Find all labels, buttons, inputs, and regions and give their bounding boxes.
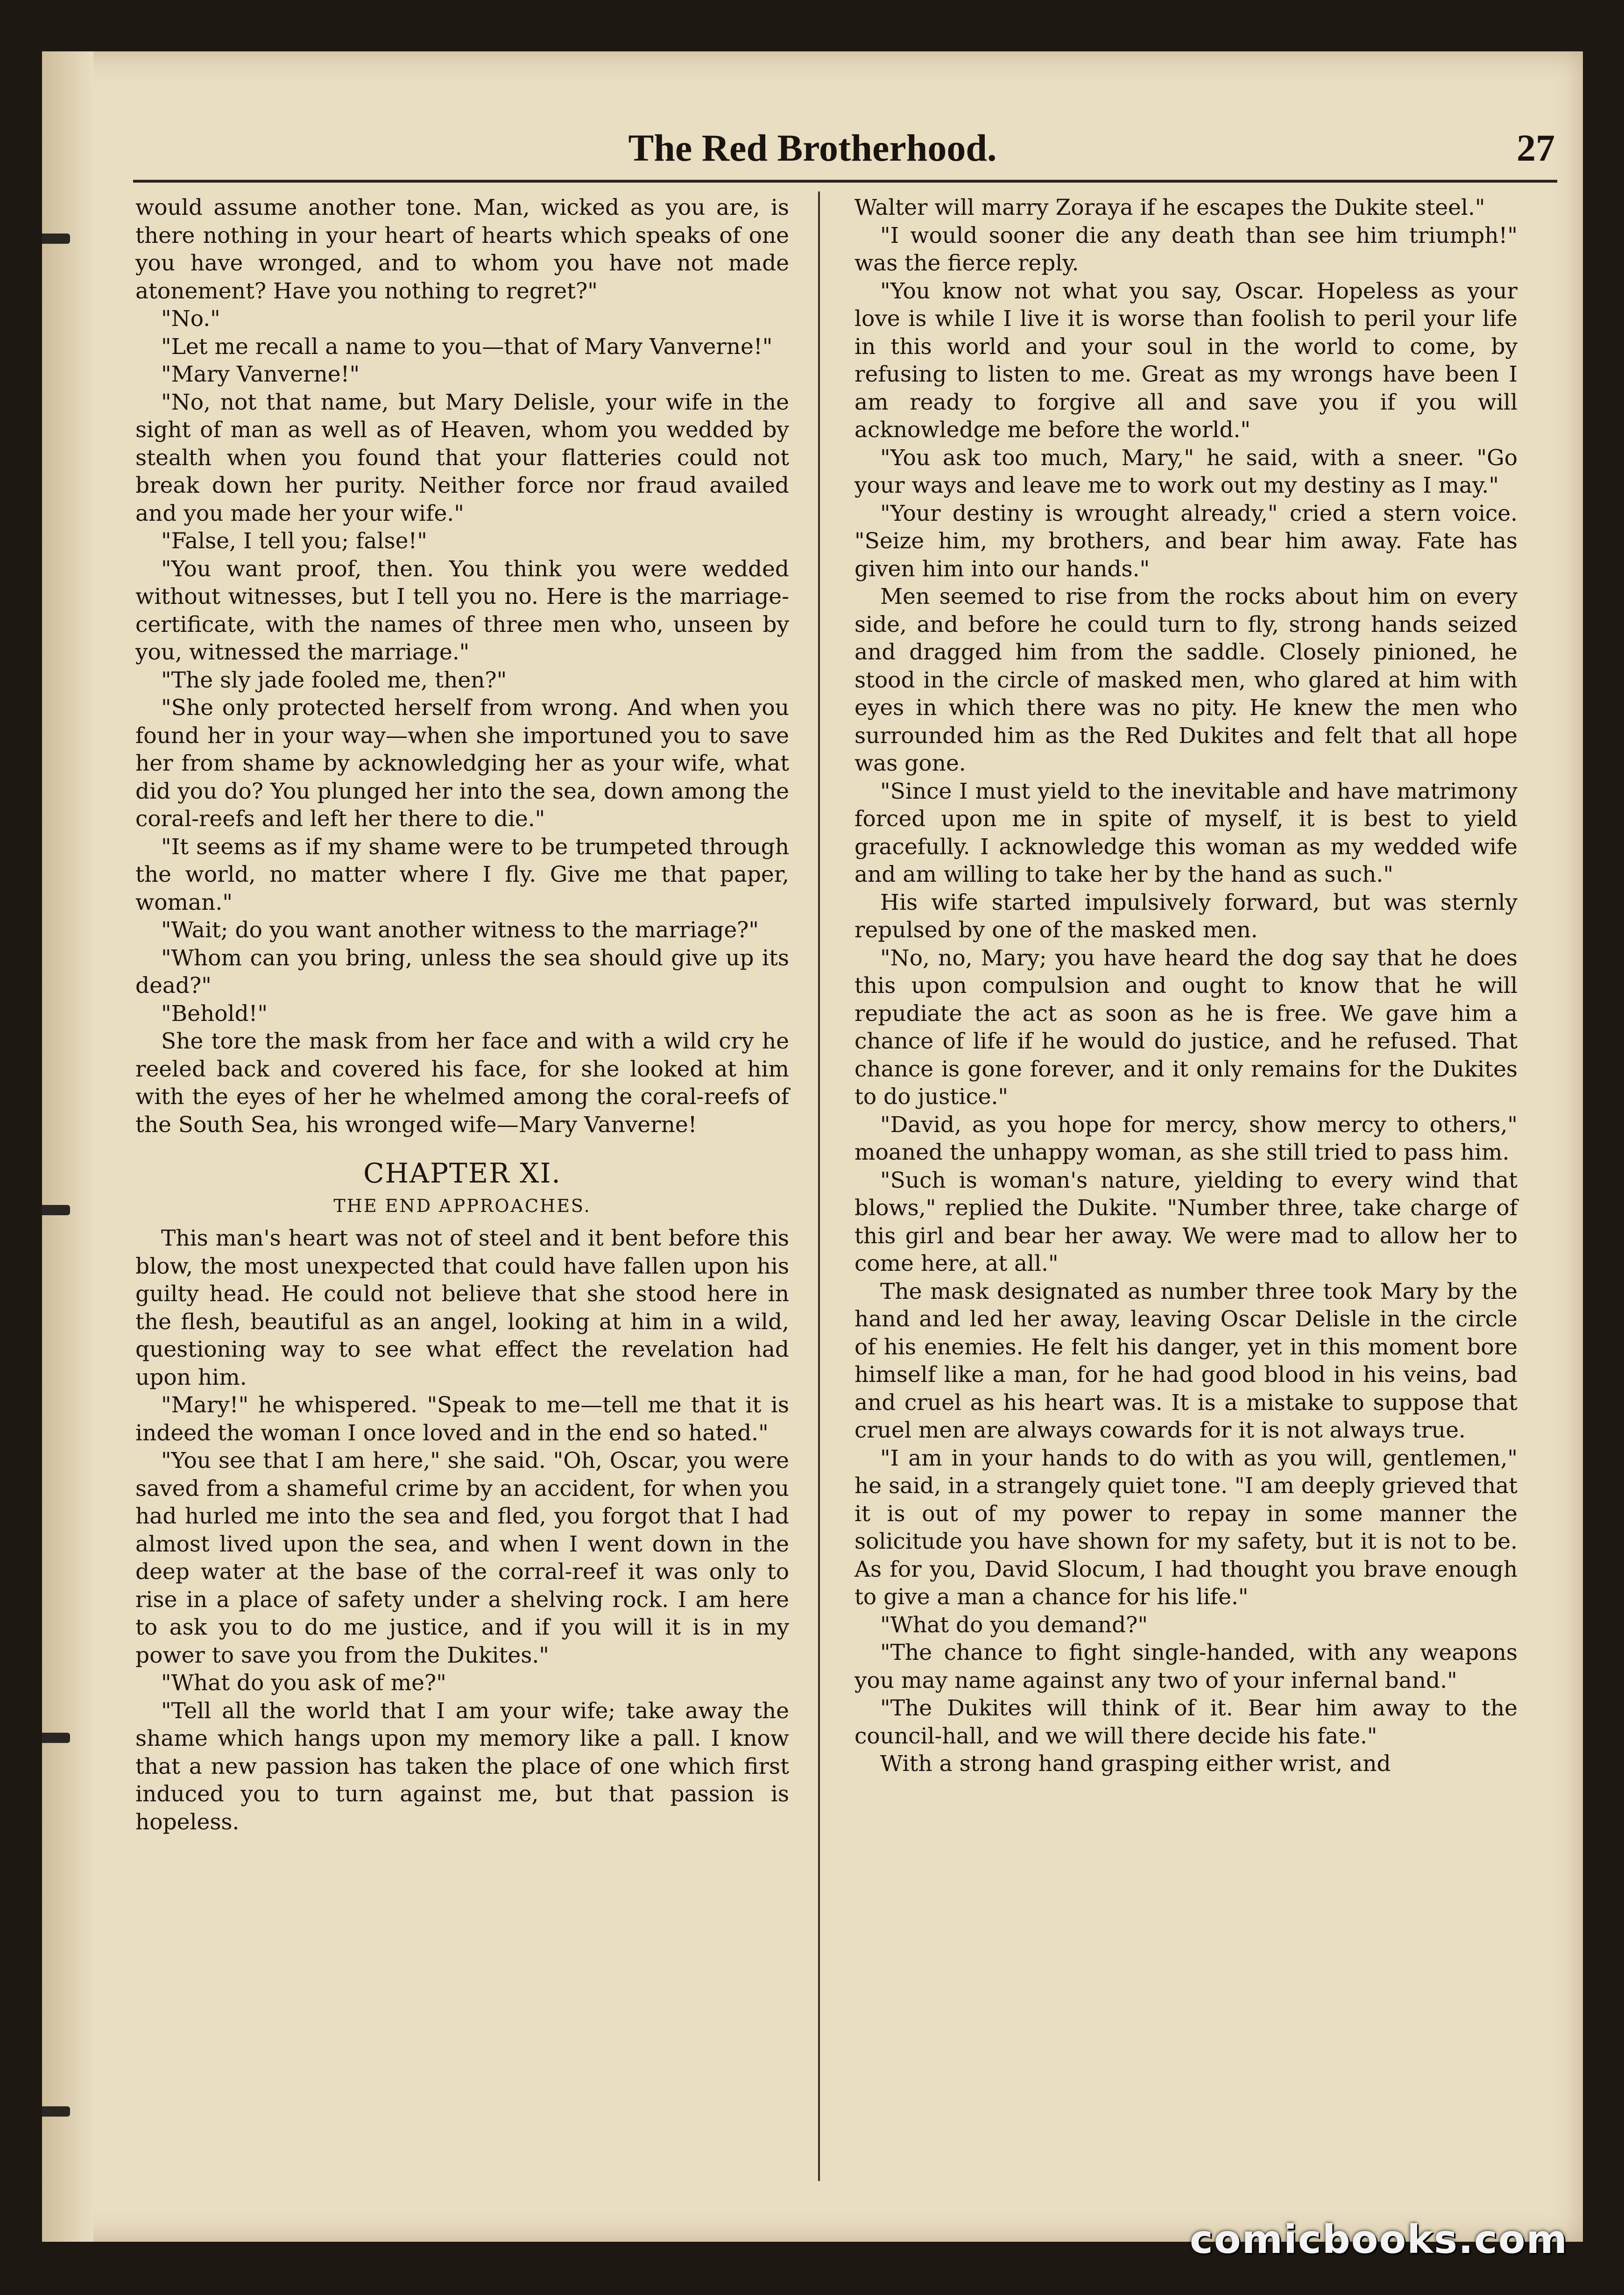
paragraph: "It seems as if my shame were to be trumpeted through the world, no matter where I fly. Give me that paper, woman." xyxy=(135,834,789,915)
paragraph: "Behold!" xyxy=(161,1000,268,1027)
paragraph: "David, as you hope for mercy, show mercy to others," moaned the unhappy woman, as she still tried to pass him. xyxy=(854,1112,1518,1165)
left-column xyxy=(135,194,789,1836)
paragraph: Walter will marry Zoraya if he escapes the Dukite steel." xyxy=(854,195,1485,220)
paragraph: "You know not what you say, Oscar. Hopeless as your love is while I live it is worse than foolish to peril your life in this world and your soul in the world to come, by refusing to listen to me. Great as my wrongs have been I am ready to forgive all and save you if you will acknowledge me before the world." xyxy=(854,278,1518,443)
paragraph: "No." xyxy=(161,306,220,332)
paragraph: "You see that I am here," she said. "Oh, Oscar, you were saved from a shameful crime by an accident, for when you had hurled me into the sea and fled, you forgot that I had almost lived upon the sea, and when I went down in the deep water at the base of the corral-reef it was only to rise in a place of safety under a shelving rock. I am here to ask you to do me justice, and if you will it is in my power to save you from the Dukites." xyxy=(135,1448,789,1668)
binding-staple xyxy=(42,1205,70,1215)
site-watermark: comicbooks.com xyxy=(1190,2217,1568,2262)
paragraph: "Mary Vanverne!" xyxy=(161,361,360,387)
binding-staple xyxy=(42,234,70,244)
paragraph: "The Dukites will think of it. Bear him away to the council-hall, and we will there decide his fate." xyxy=(854,1695,1518,1749)
chapter-heading: CHAPTER XI. xyxy=(363,1157,561,1189)
paragraph: "You want proof, then. You think you were wedded without witnesses, but I tell you no. Here is the marriage-certificate, with the names of three men who, unseen by you, witnessed the marriage." xyxy=(135,556,789,665)
paragraph: would assume another tone. Man, wicked as you are, is there nothing in your heart of hearts which speaks of one you have wronged, and to whom you have not made atonement? Have you nothing to regret?" xyxy=(135,195,789,304)
paragraph: "Your destiny is wrought already," cried a stern voice. "Seize him, my brothers, and bear him away. Fate has given him into our hands." xyxy=(854,500,1518,582)
paragraph: "I would sooner die any death than see him triumph!" was the fierce reply. xyxy=(854,222,1518,276)
page-title: The Red Brotherhood. xyxy=(628,127,997,169)
chapter-subtitle: THE END APPROACHES. xyxy=(333,1195,591,1216)
paragraph: "Such is woman's nature, yielding to every wind that blows," replied the Dukite. "Number three, take charge of this girl and bear her away. We were mad to allow her to come here, at all." xyxy=(854,1167,1518,1276)
running-header xyxy=(42,117,1583,177)
paragraph: "Mary!" he whispered. "Speak to me—tell me that it is indeed the woman I once loved and in the end so hated." xyxy=(135,1392,789,1446)
paragraph: "No, not that name, but Mary Delisle, your wife in the sight of man as well as of Heaven, whom you wedded by stealth when you found that your flatteries could not break down her purity. Neither force nor fraud availed and you made her your wife." xyxy=(135,389,789,526)
header-rule xyxy=(133,180,1557,183)
paragraph: "What do you ask of me?" xyxy=(161,1670,446,1696)
page-number: 27 xyxy=(1517,127,1555,169)
paragraph: "You ask too much, Mary," he said, with a sneer. "Go your ways and leave me to work out my destiny as I may." xyxy=(854,445,1518,498)
magazine-page xyxy=(42,51,1583,2242)
paragraph: Men seemed to rise from the rocks about him on every side, and before he could turn to fly, strong hands seized and dragged him from the saddle. Closely pinioned, he stood in the circle of masked men, who glared at him with eyes in which there was no pity. He knew the men who surrounded him as the Red Dukites and felt that all hope was gone. xyxy=(854,584,1518,776)
paragraph: "She only protected herself from wrong. And when you found her in your way—when she importuned you to save her from shame by acknowledging her as your wife, what did you do? You plunged her into the sea, down among the coral-reefs and left her there to die." xyxy=(135,695,789,832)
paragraph: This man's heart was not of steel and it bent before this blow, the most unexpected that could have fallen upon his guilty head. He could not believe that she stood here in the flesh, beautiful as an angel, looking at him in a wild, questioning way to see what effect the revelation had upon him. xyxy=(135,1225,789,1390)
paragraph: "What do you demand?" xyxy=(880,1612,1148,1638)
paragraph: The mask designated as number three took Mary by the hand and led her away, leaving Oscar Delisle in the circle of his enemies. He felt his danger, yet in this moment bore himself like a man, for he had good blood in his veins, bad and cruel as his heart was. It is a mistake to suppose that cruel men are always cowards for it is not always true. xyxy=(854,1278,1518,1443)
paragraph: "Wait; do you want another witness to the marriage?" xyxy=(161,917,759,943)
paragraph: "The sly jade fooled me, then?" xyxy=(161,667,507,693)
page-spine xyxy=(42,51,93,2242)
paragraph: She tore the mask from her face and with a wild cry he reeled back and covered his face, for she looked at him with the eyes of her he whelmed among the coral-reefs of the South Sea, his wronged wife—Mary Vanverne! xyxy=(135,1028,789,1138)
right-column xyxy=(854,194,1518,1778)
paragraph: "Whom can you bring, unless the sea should give up its dead?" xyxy=(135,945,789,999)
column-divider xyxy=(818,191,820,2181)
paragraph: "Since I must yield to the inevitable and have matrimony forced upon me in spite of myself, it is best to yield gracefully. I acknowledge this woman as my wedded wife and am willing to take her by the hand as such." xyxy=(854,778,1518,887)
paragraph: "False, I tell you; false!" xyxy=(161,528,427,554)
paragraph: "No, no, Mary; you have heard the dog say that he does this upon compulsion and ought to know that he will repudiate the act as soon as he is free. We gave him a chance of life if he would do justice, and he refused. That chance is gone forever, and it only remains for the Dukites to do justice." xyxy=(854,945,1518,1110)
paragraph: "Tell all the world that I am your wife; take away the shame which hangs upon my memory like a pall. I know that a new passion has taken the place of one which first induced you to turn against me, but that passion is hopeless. xyxy=(135,1698,789,1835)
binding-staple xyxy=(42,1733,70,1743)
paragraph: "I am in your hands to do with as you will, gentlemen," he said, in a strangely quiet tone. "I am deeply grieved that it is out of my power to repay in some manner the solicitude you have shown for my safety, but it is not to be. As for you, David Slocum, I had thought you brave enough to give a man a chance for his life." xyxy=(854,1445,1518,1610)
paragraph: "Let me recall a name to you—that of Mary Vanverne!" xyxy=(161,333,773,360)
binding-staple xyxy=(42,2106,70,2117)
paragraph: His wife started impulsively forward, but was sternly repulsed by one of the masked men. xyxy=(854,889,1518,943)
paragraph: "The chance to fight single-handed, with any weapons you may name against any two of your infernal band." xyxy=(854,1640,1518,1693)
paragraph: With a strong hand grasping either wrist, and xyxy=(880,1751,1391,1777)
